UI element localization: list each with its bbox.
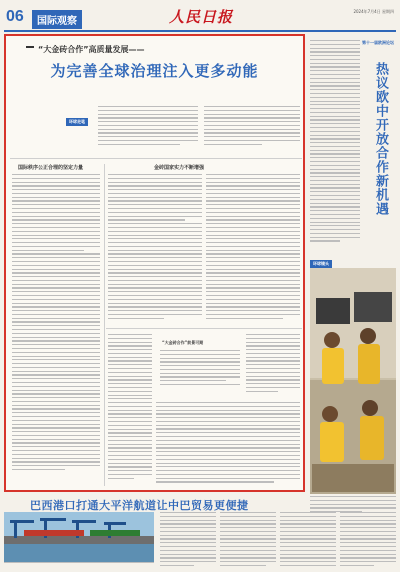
people-photo [310, 268, 396, 494]
pull-quote [156, 336, 242, 396]
pull-quote-text: “大金砖合作”前景可期 [162, 340, 204, 345]
sidebar-column [310, 34, 396, 492]
page-number: 06 [6, 8, 24, 25]
lead-paragraph-right [204, 106, 300, 152]
photo-people-icon [310, 268, 396, 494]
port-caption [4, 562, 154, 570]
series-label: 第十一届欧洲论坛 [362, 40, 394, 45]
column-tag: 环球走笔 [66, 118, 88, 126]
body-text-col3 [206, 174, 300, 324]
bottom-body-col2 [220, 512, 276, 570]
sidebar-body-text [310, 40, 360, 254]
date-line: 2024年7月4日 星期四 [353, 9, 394, 14]
article-kicker: “大金砖合作”高质量发展—— [38, 45, 145, 54]
pull-quote-body [160, 350, 240, 390]
body-text-col1 [12, 174, 100, 484]
body-text-col5 [246, 334, 300, 396]
kicker-rule [26, 46, 34, 48]
bottom-body-col3 [280, 512, 336, 570]
body-text-col2 [108, 174, 202, 324]
bottom-body-col4 [340, 512, 396, 570]
section-rule [106, 328, 302, 329]
section-name: 国际观察 [32, 10, 82, 29]
bottom-body-col1 [160, 512, 216, 570]
port-photo [4, 512, 154, 562]
subhead-1: 国际秩序公正合理的坚定力量 [18, 165, 84, 171]
body-text-col4 [108, 334, 152, 484]
photo-section-label: 环球镜头 [310, 260, 332, 268]
paper-logo: 人民日报 [169, 8, 234, 26]
article-headline: 为完善全球治理注入更多动能 [50, 62, 259, 80]
lead-paragraph-left [98, 106, 198, 152]
column-rule [104, 164, 105, 486]
subhead-2: 金砖国家实力不断增强 [154, 165, 205, 171]
body-text-col6 [156, 402, 300, 484]
bottom-headline: 巴西港口打通大平洋航道让中巴贸易更便捷 [30, 499, 249, 512]
feature-article [4, 34, 305, 492]
page-masthead [4, 6, 396, 32]
port-cranes-icon [4, 512, 154, 562]
sidebar-headline: 热议欧中开放合作新机遇 [373, 62, 388, 216]
section-rule [10, 158, 302, 159]
